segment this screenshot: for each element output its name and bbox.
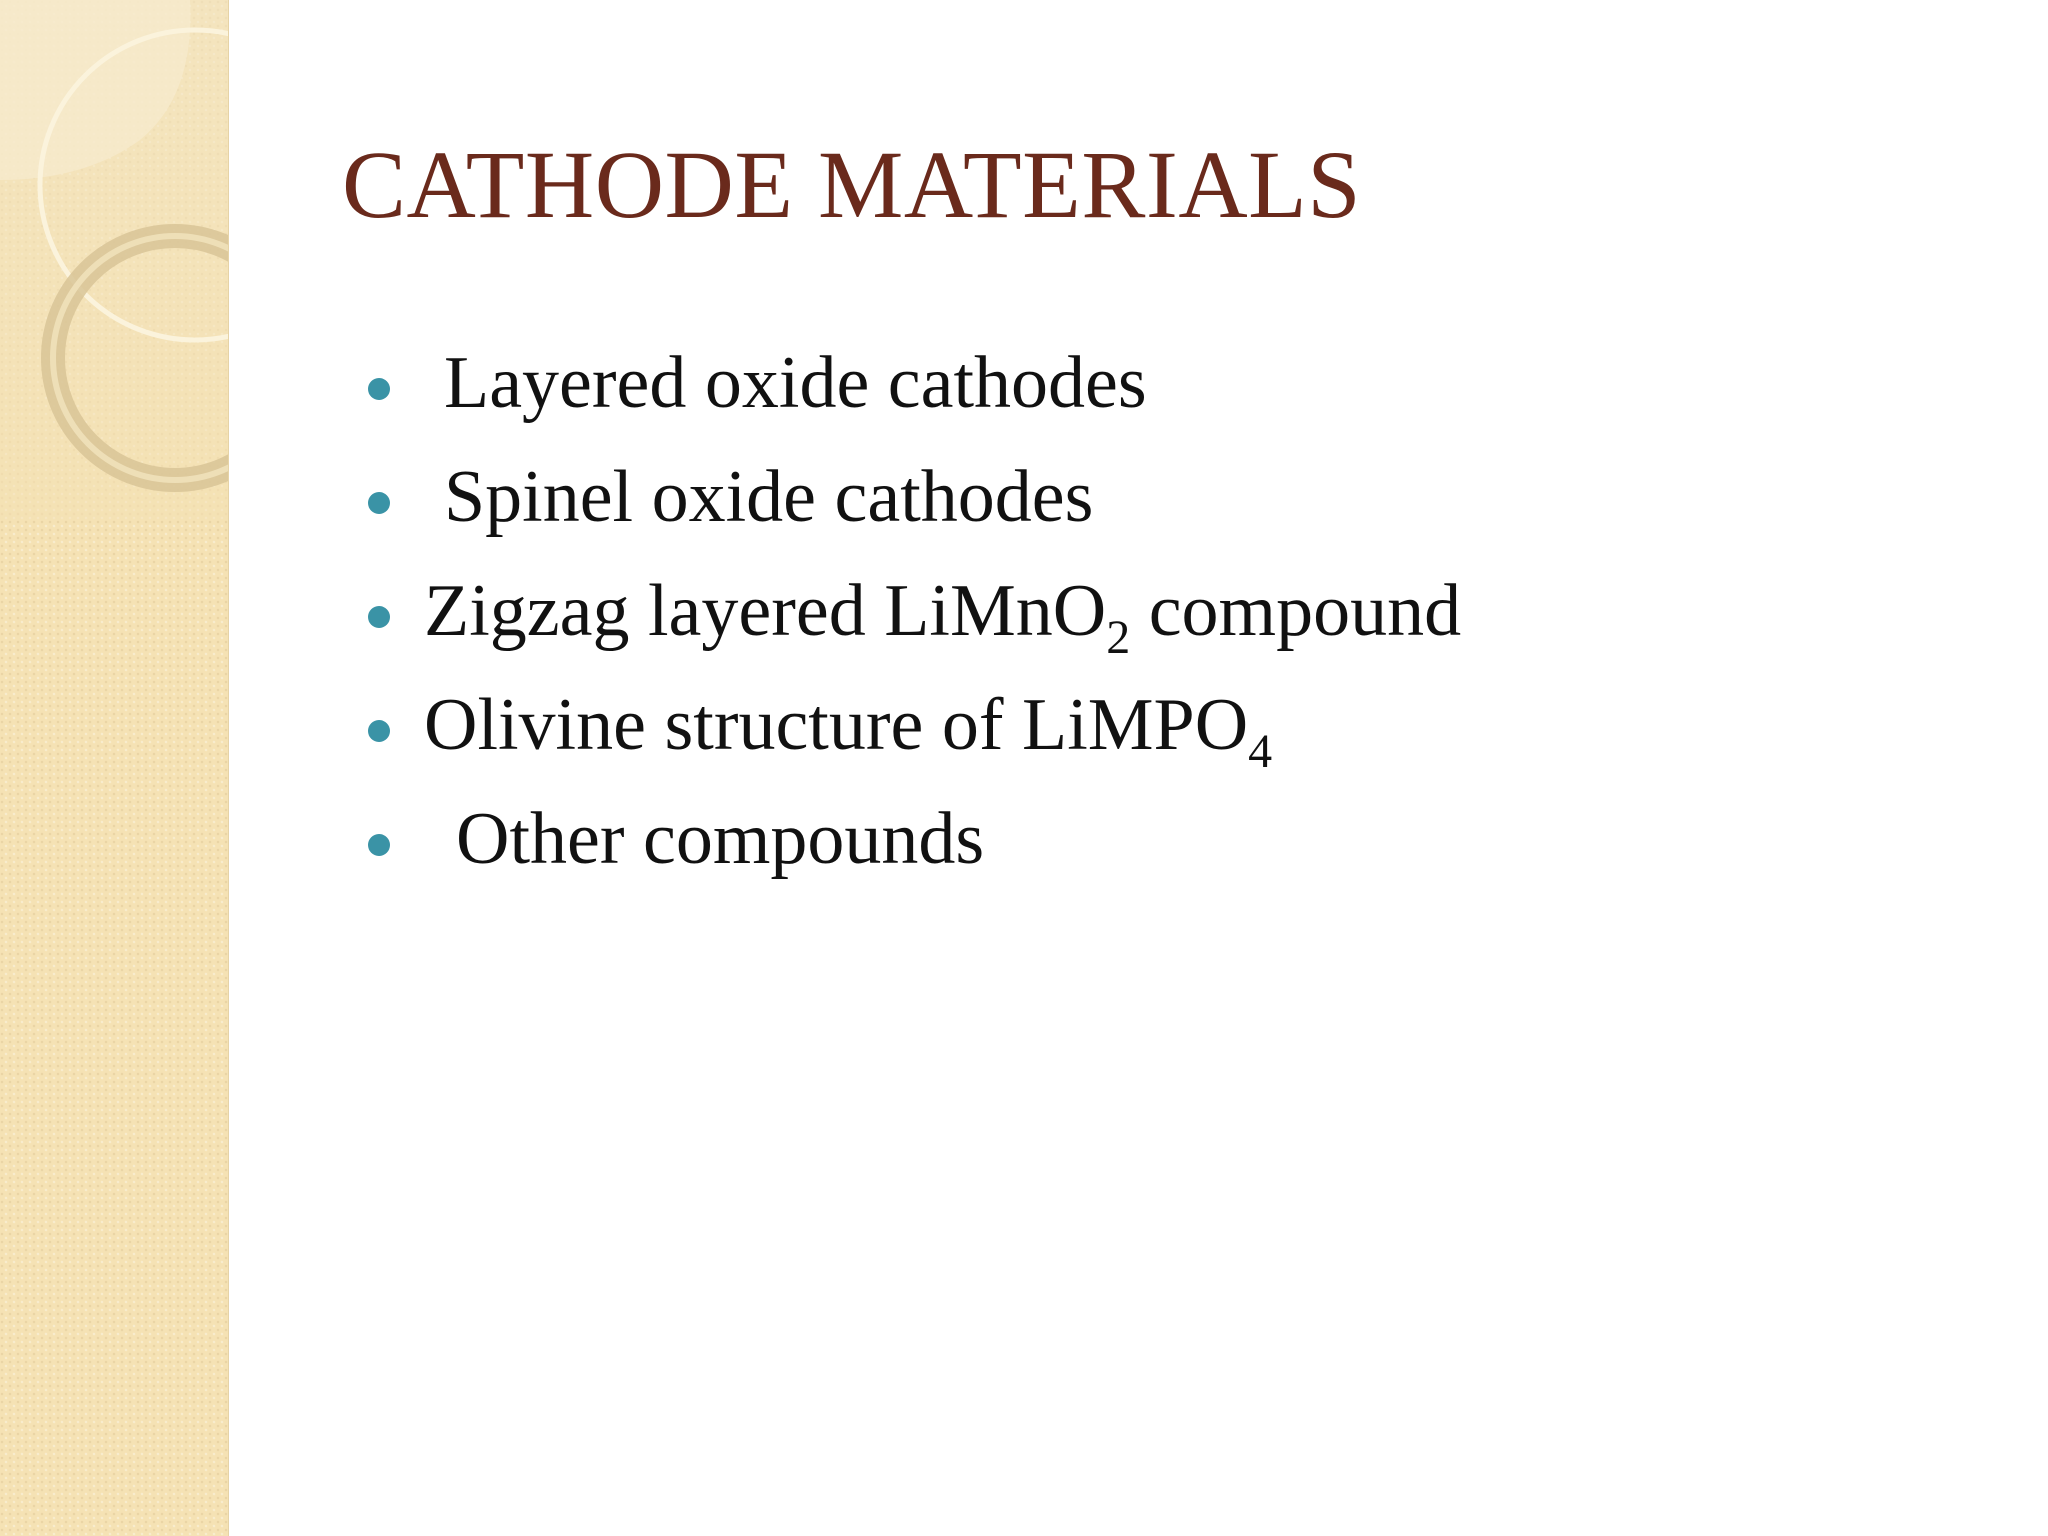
bullet-text: Spinel oxide cathodes	[444, 456, 1094, 538]
bullet-text-main: Olivine structure of LiMPO	[424, 684, 1249, 766]
bullet-dot-icon	[368, 378, 390, 400]
slide-title: CATHODE MATERIALS	[342, 131, 1362, 238]
decorative-side-panel	[0, 0, 229, 1536]
bullet-text-suffix: compound	[1130, 570, 1462, 652]
bullet-text	[424, 570, 1462, 664]
bullet-dot-icon	[368, 606, 390, 628]
bullet-text	[424, 684, 1273, 778]
decorative-ring-thick	[53, 236, 228, 480]
bullet-dot-icon	[368, 492, 390, 514]
subscript-4: 4	[1248, 725, 1273, 778]
bullet-dot-icon	[368, 720, 390, 742]
decorative-corner-shape	[0, 0, 190, 180]
decorative-rings-graphic	[0, 0, 228, 520]
subscript-2: 2	[1106, 611, 1131, 664]
bullet-dot-icon	[368, 834, 390, 856]
bullet-text-main: Zigzag layered LiMnO	[424, 570, 1107, 652]
bullet-text: Layered oxide cathodes	[444, 342, 1147, 424]
bullet-text: Other compounds	[456, 798, 985, 880]
